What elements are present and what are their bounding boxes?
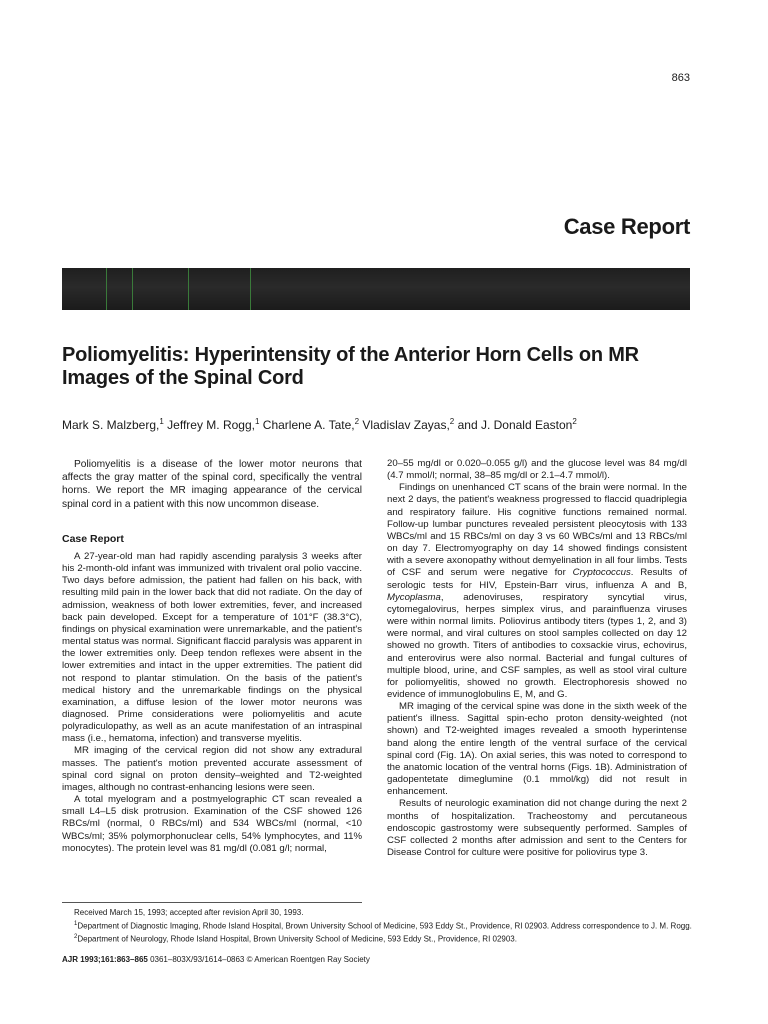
author-affiliation-mark: 2 bbox=[572, 417, 577, 426]
footnote-text: Department of Neurology, Rhode Island Hospital, Brown University School of Medicine, 593 Eddy St., Providence, RI 02903. bbox=[77, 934, 517, 944]
footnote-text: Department of Diagnostic Imaging, Rhode Island Hospital, Brown University School of Medicine, 593 Eddy St., Providence, RI 02903. Address correspondence to J. M. Rogg. bbox=[77, 921, 692, 931]
footnote-mark: 2 bbox=[74, 933, 78, 940]
footnotes bbox=[62, 908, 702, 945]
body-paragraph: MR imaging of the cervical spine was done in the sixth week of the patient's illness. Sagittal spin-echo proton density-weighted (not shown) and T2-weighted images revealed a smooth hyperintense band along the entire length of the ventral surface of the cervical spinal cord (Fig. 1A). On axial series, this was noted to correspond to the anatomic location of the ventral horns (Figs. 1B). Administration of gadopentetate dimeglumine (0.1 mmol/kg) did not result in enhancement. bbox=[387, 701, 687, 798]
author-name: and J. Donald Easton bbox=[457, 418, 573, 432]
author-name: Jeffrey M. Rogg, bbox=[167, 418, 255, 432]
body-paragraph: A total myelogram and a postmyelographic CT scan revealed a small L4–L5 disk protrusion. Examination of the CSF showed 126 RBCs/ml (normal, 0 RBCs/ml) and 534 WBCs/ml (normal, <10 WBCs/ml; 35% polymorphonuclear cells, 54% lymphocytes, and 11% monocytes). The protein level was 81 mg/dl (0.081 g/l; normal, bbox=[62, 794, 362, 854]
author-name: Vladislav Zayas, bbox=[362, 418, 450, 432]
author-affiliation-mark: 2 bbox=[354, 417, 360, 426]
body-paragraph: A 27-year-old man had rapidly ascending paralysis 3 weeks after his 2-month-old infant was immunized with trivalent oral polio vaccine. Two days before admission, the patient had fallen on his back, with resulting mild pain in the lower back that did not radiate. On the day of admission, weakness of both lower extremities, fever, and increased back pain developed. Except for a temperature of 101°F (38.3°C), findings on physical examination were unremarkable, and the patient's mental status was normal. Significant flaccid paralysis was apparent in the lower extremities only. Deep tendon reflexes were absent in the lower extremities and intact in the upper extremities. The patient did not respond to plantar stimulation. On the basis of the patient's medical history and the unremarkable findings on the physical examination, a diffuse lesion of the lower motor neurons was diagnosed. Prime considerations were poliomyelitis and acute polyradiculopathy, as well as an acute manifestation of an intraspinal mass (i.e., hematoma, infection) and transverse myelitis. bbox=[62, 550, 362, 745]
banner-stripe bbox=[250, 268, 251, 310]
banner-stripe bbox=[106, 268, 107, 310]
abstract: Poliomyelitis is a disease of the lower motor neurons that affects the gray matter of the spinal cord, specifically the ventral horns. We report the MR imaging appearance of the cervical spinal cord in a patient with this now uncommon disease. bbox=[62, 459, 362, 510]
author-name: Charlene A. Tate, bbox=[262, 418, 355, 432]
article-title: Poliomyelitis: Hyperintensity of the Anterior Horn Cells on MR Images of the Spinal Cord bbox=[62, 344, 639, 389]
organism-name: Mycoplasma bbox=[387, 591, 441, 603]
journal-citation bbox=[62, 955, 702, 964]
author-list bbox=[62, 414, 702, 433]
left-column bbox=[62, 458, 362, 855]
citation-copyright: 0361–803X/93/1614–0863 © American Roentgen Ray Society bbox=[147, 955, 370, 964]
body-paragraph: Results of neurologic examination did not change during the next 2 months of hospitalization. Tracheostomy and percutaneous endoscopic gastrostomy were subsequently performed. Samples of CSF collected 2 months after admission and sent to the Centers for Disease Control for culture were positive for poliovirus type 3. bbox=[387, 798, 687, 858]
footnote-2 bbox=[62, 932, 702, 945]
body-paragraph: 20–55 mg/dl or 0.020–0.055 g/l) and the glucose level was 84 mg/dl (4.7 mmol/l; normal, 38–85 mg/dl or 2.1–4.7 mmol/l). bbox=[387, 458, 687, 482]
author-affiliation-mark: 2 bbox=[449, 417, 455, 426]
received-note: Received March 15, 1993; accepted after revision April 30, 1993. bbox=[74, 908, 304, 917]
author-name: Mark S. Malzberg, bbox=[62, 418, 160, 432]
body-paragraph: MR imaging of the cervical region did not show any extradural masses. The patient's motion prevented accurate assessment of spinal cord signal on proton density–weighted and T2-weighted images, although no contrast-enhancing lesions were seen. bbox=[62, 745, 362, 793]
footnote-mark: 1 bbox=[74, 920, 78, 927]
right-column bbox=[387, 458, 687, 859]
author-affiliation-mark: 1 bbox=[159, 417, 164, 426]
page-number: 863 bbox=[671, 72, 690, 84]
banner-stripe bbox=[188, 268, 189, 310]
body-text: Findings on unenhanced CT scans of the brain were normal. In the next 2 days, the patient's weakness progressed to flaccid quadriplegia and respiratory failure. His cognitive functions remained normal. Follow-up lumbar punctures revealed persistent pleocytosis with 133 WBCs/ml and 15 RBCs/ml on day 3 vs 60 WBCs/ml and 13 RBCs/ml on day 7. Electromyography on day 14 showed findings consistent with a severe axonopathy without demyelination in all four limbs. Tests of CSF and serum were negative for bbox=[387, 482, 687, 579]
body-text: . Results of serologic tests for HIV, Epstein-Barr virus, influenza A and B, bbox=[387, 567, 687, 591]
footnote-1 bbox=[62, 919, 702, 932]
header-banner bbox=[62, 268, 690, 310]
body-text: , adenoviruses, respiratory syncytial virus, cytomegalovirus, herpes simplex virus, and parainfluenza viruses were within normal limits. Poliovirus antibody titers (types 1, 2, and 3) were normal, and viral cultures on stool samples collected on day 12 showed no growth. Titers of antibodies to coxsackie virus, echovirus, and enterovirus were also normal. Bacterial and fungal cultures of multiple blood, urine, and CSF samples, as well as stool viral culture for poliomyelitis, showed no growth. Electrophoresis showed no evidence of immunoglobulins E, M, and G. bbox=[387, 591, 687, 700]
author-affiliation-mark: 1 bbox=[254, 417, 260, 426]
body-paragraph bbox=[387, 482, 687, 701]
footnote-rule bbox=[62, 902, 362, 903]
banner-stripe bbox=[132, 268, 133, 310]
case-report-heading: Case Report bbox=[62, 532, 124, 545]
citation-journal: AJR 1993;161:863–865 bbox=[62, 955, 148, 964]
section-label: Case Report bbox=[563, 214, 690, 239]
organism-name: Cryptococcus bbox=[572, 567, 631, 579]
